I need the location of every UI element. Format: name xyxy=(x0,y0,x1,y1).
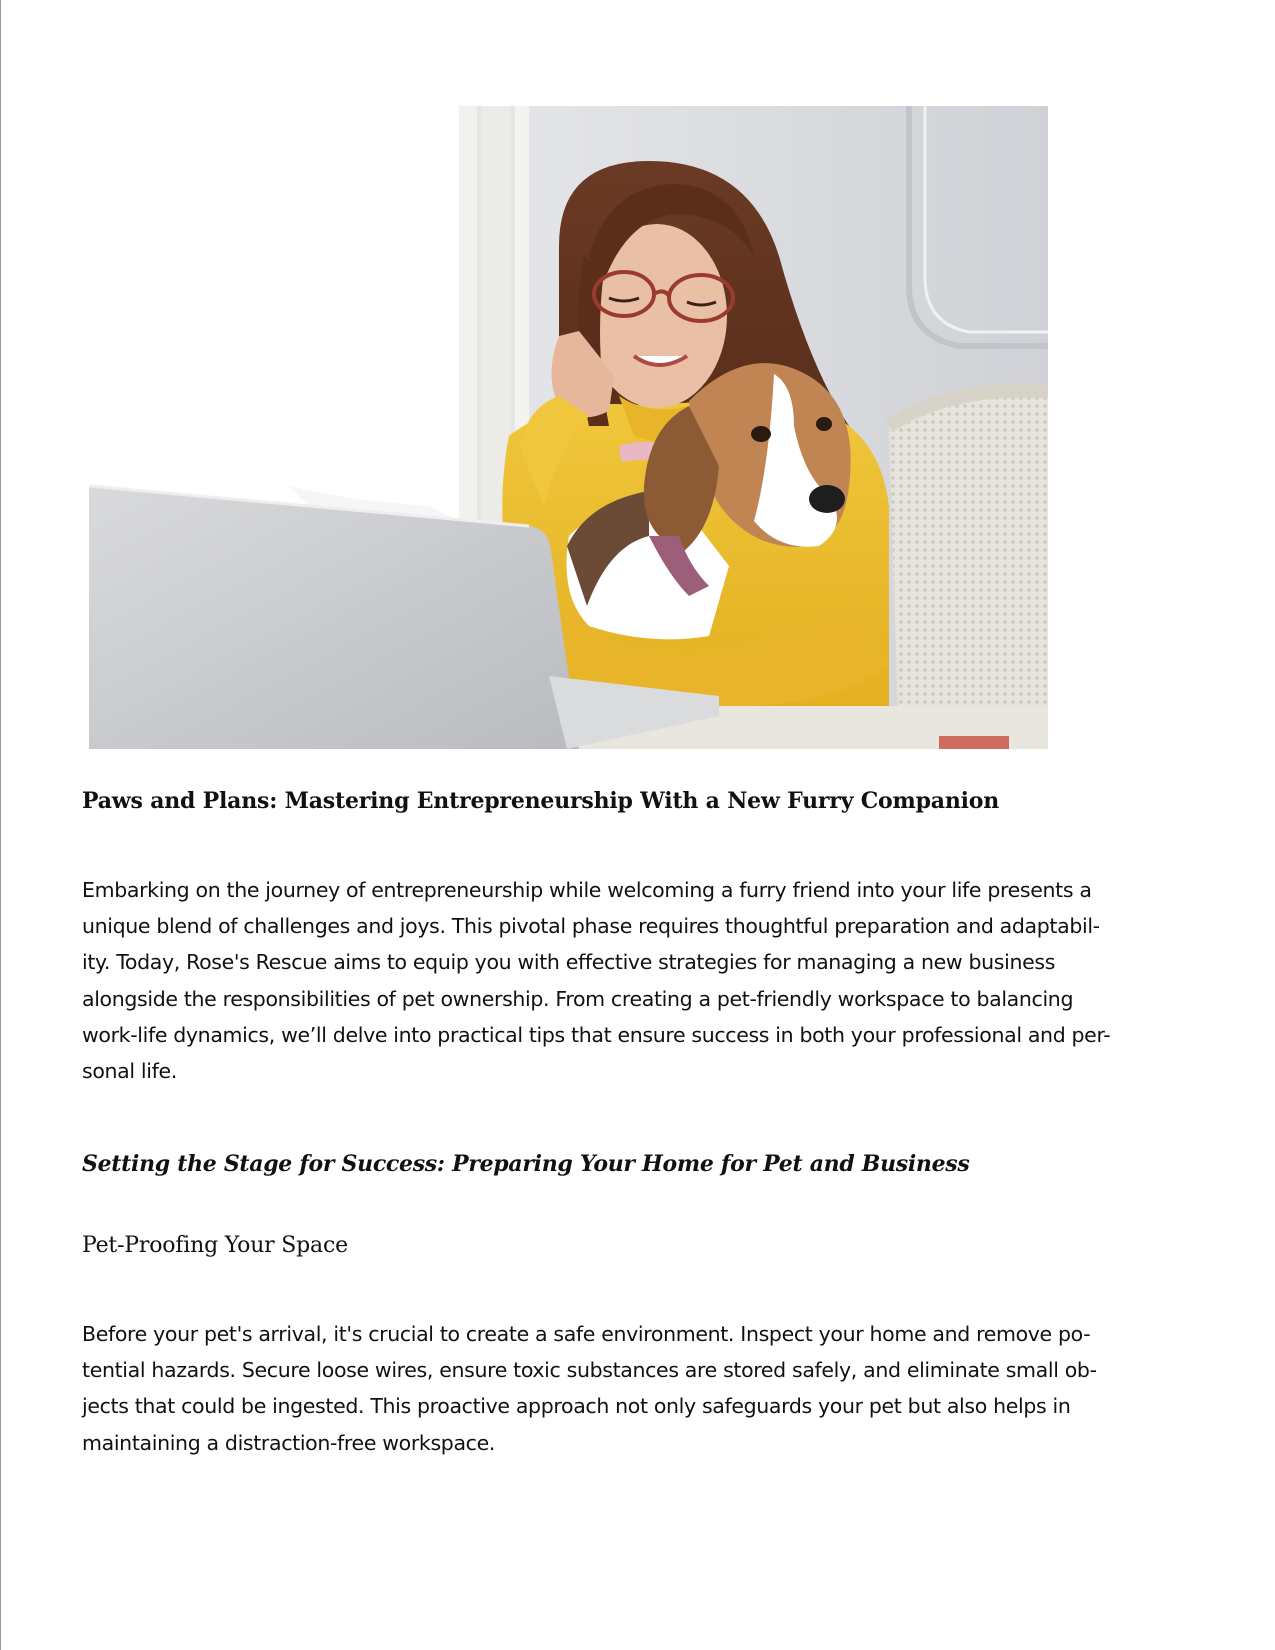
article-title: Paws and Plans: Mastering Entrepreneurship With a New Furry Companion xyxy=(82,788,1000,814)
hero-image xyxy=(89,106,1048,749)
body-line: jects that could be ingested. This proactive approach not only safeguards your pet but also helps in xyxy=(82,1394,1071,1419)
intro-line: ity. Today, Rose's Rescue aims to equip you with effective strategies for managing a new business xyxy=(82,950,1056,975)
body-line: Before your pet's arrival, it's crucial to create a safe environment. Inspect your home and remove po- xyxy=(82,1322,1091,1346)
woman-with-beagle-photo xyxy=(89,106,1048,749)
body-line: tential hazards. Secure loose wires, ensure toxic substances are stored safely, and eliminate small ob- xyxy=(82,1358,1097,1383)
intro-line: alongside the responsibilities of pet ownership. From creating a pet-friendly workspace to balancing xyxy=(82,986,1074,1011)
intro-line: sonal life. xyxy=(82,1059,177,1084)
intro-line: unique blend of challenges and joys. This pivotal phase requires thoughtful preparation and adaptabil- xyxy=(82,914,1100,939)
intro-line: work-life dynamics, we’ll delve into practical tips that ensure success in both your professional and per- xyxy=(82,1022,1111,1047)
section-heading: Setting the Stage for Success: Preparing Your Home for Pet and Business xyxy=(82,1151,970,1177)
body-paragraph xyxy=(82,1316,1142,1461)
sub-heading: Pet-Proofing Your Space xyxy=(82,1233,348,1258)
body-line: maintaining a distraction-free workspace. xyxy=(82,1430,496,1455)
intro-line: Embarking on the journey of entrepreneurship while welcoming a furry friend into your life presents a xyxy=(82,878,1092,902)
intro-paragraph xyxy=(82,872,1142,1089)
page-left-edge xyxy=(0,0,1,1650)
